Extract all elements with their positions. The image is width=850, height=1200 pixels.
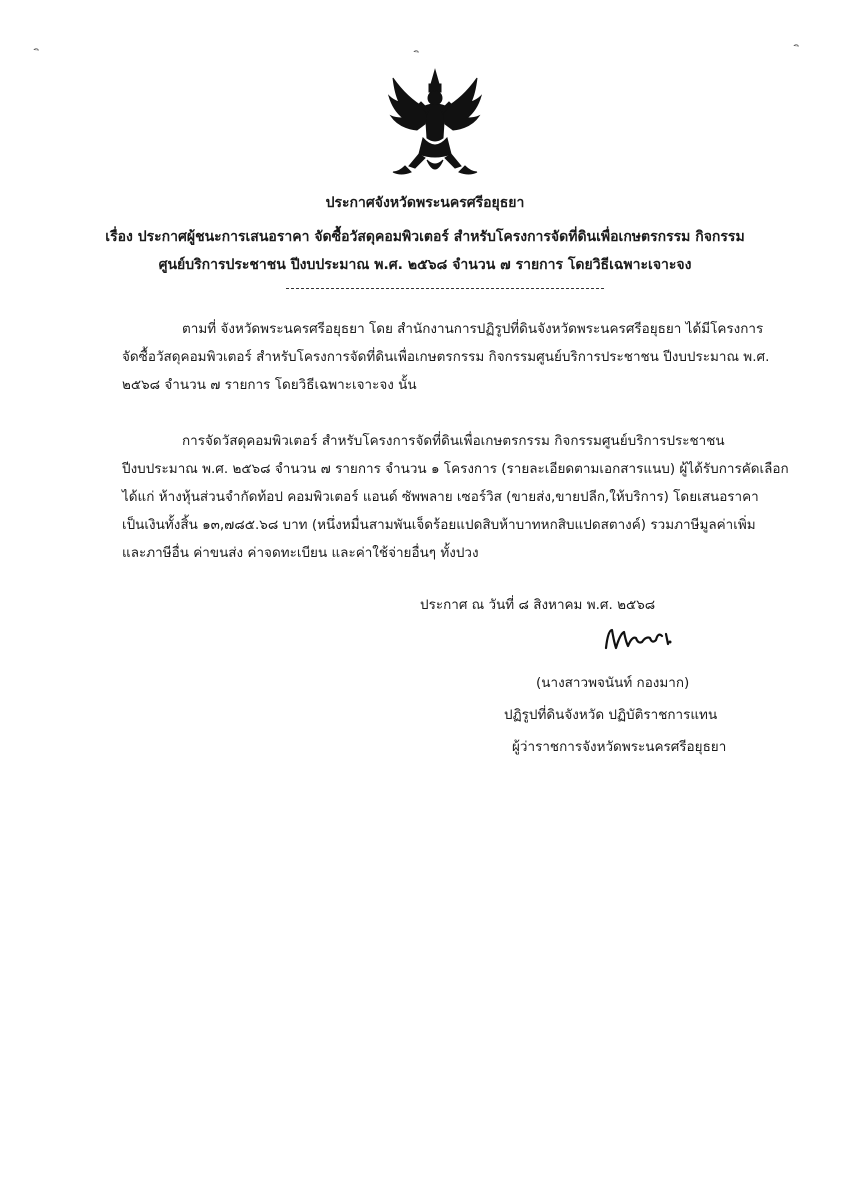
paragraph2-line2: ปีงบประมาณ พ.ศ. ๒๕๖๘ จำนวน ๗ รายการ จำนวน ๑ โครงการ (รายละเอียดตามเอกสารแนบ) ผู้ได้รับการคัดเลือก (122, 461, 789, 477)
subject-line-1: เรื่อง ประกาศผู้ชนะการเสนอราคา จัดซื้อวัสดุคอมพิวเตอร์ สำหรับโครงการจัดที่ดินเพื่อเกษตรกรรม กิจกรรม (105, 229, 745, 245)
separator-rule (286, 288, 604, 289)
subject-line-2: ศูนย์บริการประชาชน ปีงบประมาณ พ.ศ. ๒๕๖๘ จำนวน ๗ รายการ โดยวิธีเฉพาะเจาะจง (158, 257, 692, 273)
signatory-position-1: ปฏิรูปที่ดินจังหวัด ปฏิบัติราชการแทน (504, 707, 718, 723)
paragraph2-line3: ได้แก่ ห้างหุ้นส่วนจำกัดท้อป คอมพิวเตอร์ แอนด์ ซัพพลาย เซอร์วิส (ขายส่ง,ขายปลีก,ให้บริการ) โดยเสนอราคา (122, 489, 759, 505)
paragraph1-line1: ตามที่ จังหวัดพระนครศรีอยุธยา โดย สำนักงานการปฏิรูปที่ดินจังหวัดพระนครศรีอยุธยา ได้มีโครงการ (182, 321, 764, 337)
garuda-emblem-icon (385, 68, 485, 180)
paragraph1-line3: ๒๕๖๘ จำนวน ๗ รายการ โดยวิธีเฉพาะเจาะจง นั้น (122, 377, 417, 393)
announcement-date: ประกาศ ณ วันที่ ๘ สิงหาคม พ.ศ. ๒๕๖๘ (420, 597, 656, 613)
paragraph2-line4: เป็นเงินทั้งสิ้น ๑๓,๗๘๕.๖๘ บาท (หนึ่งหมื่นสามพันเจ็ดร้อยแปดสิบห้าบาทหกสิบแปดสตางค์) รวมภาษีมูลค่าเพิ่ม (122, 517, 756, 533)
signatory-position-2: ผู้ว่าราชการจังหวัดพระนครศรีอยุธยา (512, 739, 727, 755)
paragraph2-line5: และภาษีอื่น ค่าขนส่ง ค่าจดทะเบียน และค่าใช้จ่ายอื่นๆ ทั้งปวง (122, 545, 479, 561)
paragraph1-line2: จัดซื้อวัสดุคอมพิวเตอร์ สำหรับโครงการจัดที่ดินเพื่อเกษตรกรรม กิจกรรมศูนย์บริการประชาชน ปีงบประมาณ พ.ศ. (122, 349, 770, 365)
paragraph2-line1: การจัดวัสดุคอมพิวเตอร์ สำหรับโครงการจัดที่ดินเพื่อเกษตรกรรม กิจกรรมศูนย์บริการประชาชน (182, 433, 725, 449)
signatory-name: (นางสาวพจนันท์ กองมาก) (536, 675, 690, 691)
handwritten-signature-icon (602, 622, 674, 656)
announcement-title: ประกาศจังหวัดพระนครศรีอยุธยา (325, 195, 525, 211)
